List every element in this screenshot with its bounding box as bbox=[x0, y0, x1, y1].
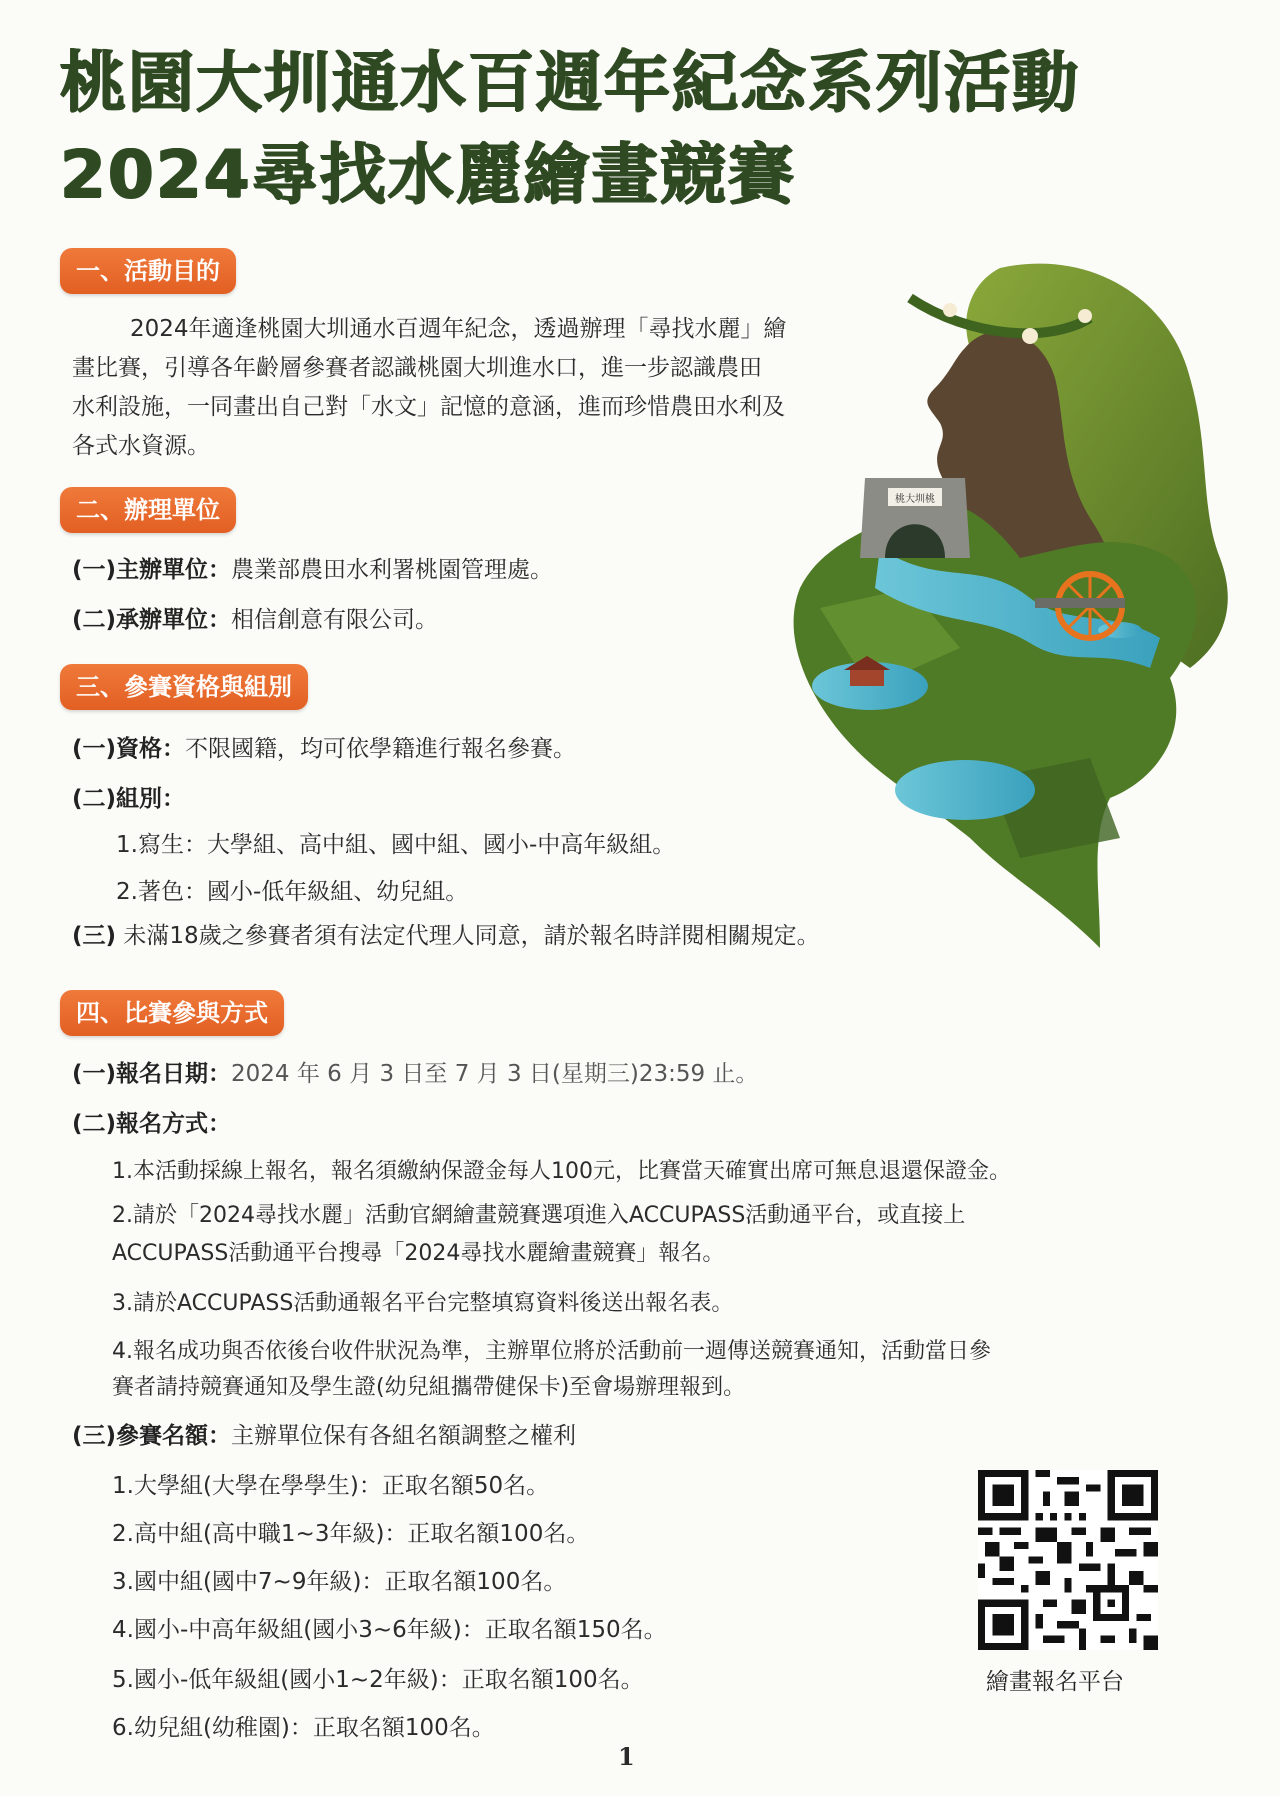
method-3-line: 3.請於ACCUPASS活動通報名平台完整填寫資料後送出報名表。 bbox=[112, 1291, 734, 1316]
organizer-line bbox=[72, 554, 553, 586]
qr-caption: 繪畫報名平台 bbox=[986, 1669, 1124, 1695]
poster-title-line2: 2024尋找水麗繪畫競賽 bbox=[60, 136, 796, 213]
quota-item: 2.高中組(高中職1~3年級)：正取名額100名。 bbox=[112, 1521, 590, 1547]
quota-label: (三)參賽名額： bbox=[72, 1423, 232, 1449]
registration-method-label: (二)報名方式： bbox=[72, 1111, 232, 1137]
method-4-line-1: 4.報名成功與否依後台收件狀況為準，主辦單位將於活動前一週傳送競賽通知，活動當日參 bbox=[112, 1339, 991, 1364]
page-number: 1 bbox=[618, 1742, 635, 1771]
flower-icon bbox=[1022, 328, 1038, 344]
pond-bottom bbox=[895, 760, 1035, 820]
flower-icon bbox=[943, 303, 957, 317]
water-maiden-illustration bbox=[790, 258, 1250, 948]
purpose-paragraph bbox=[72, 310, 872, 466]
section-heading-eligibility: 三、參賽資格與組別 bbox=[60, 664, 308, 710]
method-4-line-2: 賽者請持競賽通知及學生證(幼兒組攜帶健保卡)至會場辦理報到。 bbox=[112, 1375, 746, 1400]
minor-consent-value: 未滿18歲之參賽者須有法定代理人同意，請於報名時詳閱相關規定。 bbox=[123, 923, 820, 949]
groups-label: (二)組別： bbox=[72, 786, 186, 812]
co-organizer-value: 相信創意有限公司。 bbox=[231, 607, 439, 633]
tunnel-sign-text: 桃大圳桃 bbox=[895, 494, 935, 505]
quota-value: 主辦單位保有各組名額調整之權利 bbox=[231, 1423, 577, 1449]
group-sketch-line: 1.寫生：大學組、高中組、國中組、國小-中高年級組。 bbox=[116, 832, 676, 858]
quota-item: 1.大學組(大學在學學生)：正取名額50名。 bbox=[112, 1473, 550, 1499]
organizer-value: 農業部農田水利署桃園管理處。 bbox=[231, 557, 554, 583]
purpose-line-2: 畫比賽，引導各年齡層參賽者認識桃園大圳進水口，進一步認識農田 bbox=[72, 355, 762, 381]
co-organizer-line bbox=[72, 604, 438, 636]
purpose-line-3: 水利設施，一同畫出自己對「水文」記憶的意涵，進而珍惜農田水利及 bbox=[72, 394, 785, 420]
registration-date-line bbox=[72, 1058, 758, 1090]
section-heading-participation: 四、比賽參與方式 bbox=[60, 990, 284, 1036]
qualification-label: (一)資格： bbox=[72, 736, 186, 762]
quota-item: 6.幼兒組(幼稚園)：正取名額100名。 bbox=[112, 1715, 495, 1741]
registration-date-label: (一)報名日期： bbox=[72, 1061, 232, 1087]
registration-date-value: 2024 年 6 月 3 日至 7 月 3 日(星期三)23:59 止。 bbox=[231, 1061, 759, 1087]
group-coloring-line: 2.著色：國小-低年級組、幼兒組。 bbox=[116, 879, 469, 905]
quota-item: 3.國中組(國中7~9年級)：正取名額100名。 bbox=[112, 1569, 567, 1595]
landscape-body bbox=[794, 502, 1197, 948]
method-2-line-1: 2.請於「2024尋找水麗」活動官網繪畫競賽選項進入ACCUPASS活動通平台，或直接上 bbox=[112, 1203, 966, 1228]
qualification-value: 不限國籍，均可依學籍進行報名參賽。 bbox=[185, 736, 577, 762]
section-heading-organizers: 二、辦理單位 bbox=[60, 487, 236, 533]
co-organizer-label: (二)承辦單位： bbox=[72, 607, 232, 633]
pavilion-icon bbox=[850, 668, 884, 686]
poster-title-line1: 桃園大圳通水百週年紀念系列活動 bbox=[60, 44, 1080, 121]
qualification-line bbox=[72, 733, 576, 765]
quota-item: 5.國小-低年級組(國小1~2年級)：正取名額100名。 bbox=[112, 1667, 644, 1693]
purpose-line-4: 各式水資源。 bbox=[72, 433, 210, 459]
quota-item: 4.國小-中高年級組(國小3~6年級)：正取名額150名。 bbox=[112, 1617, 667, 1643]
method-1-line: 1.本活動採線上報名，報名須繳納保證金每人100元，比賽當天確實出席可無息退還保證金。 bbox=[112, 1159, 1011, 1184]
method-2-line-2: ACCUPASS活動通平台搜尋「2024尋找水麗繪畫競賽」報名。 bbox=[112, 1241, 725, 1266]
flower-icon bbox=[1078, 309, 1092, 323]
registration-qr-code[interactable] bbox=[978, 1470, 1158, 1650]
quota-line bbox=[72, 1420, 576, 1452]
purpose-line-1: 2024年適逢桃園大圳通水百週年紀念，透過辦理「尋找水麗」繪 bbox=[130, 316, 787, 342]
organizer-label: (一)主辦單位： bbox=[72, 557, 232, 583]
minor-consent-label: (三) bbox=[72, 923, 117, 949]
minor-consent-line bbox=[72, 920, 820, 952]
section-heading-purpose: 一、活動目的 bbox=[60, 248, 236, 294]
tunnel-portal bbox=[860, 478, 970, 558]
